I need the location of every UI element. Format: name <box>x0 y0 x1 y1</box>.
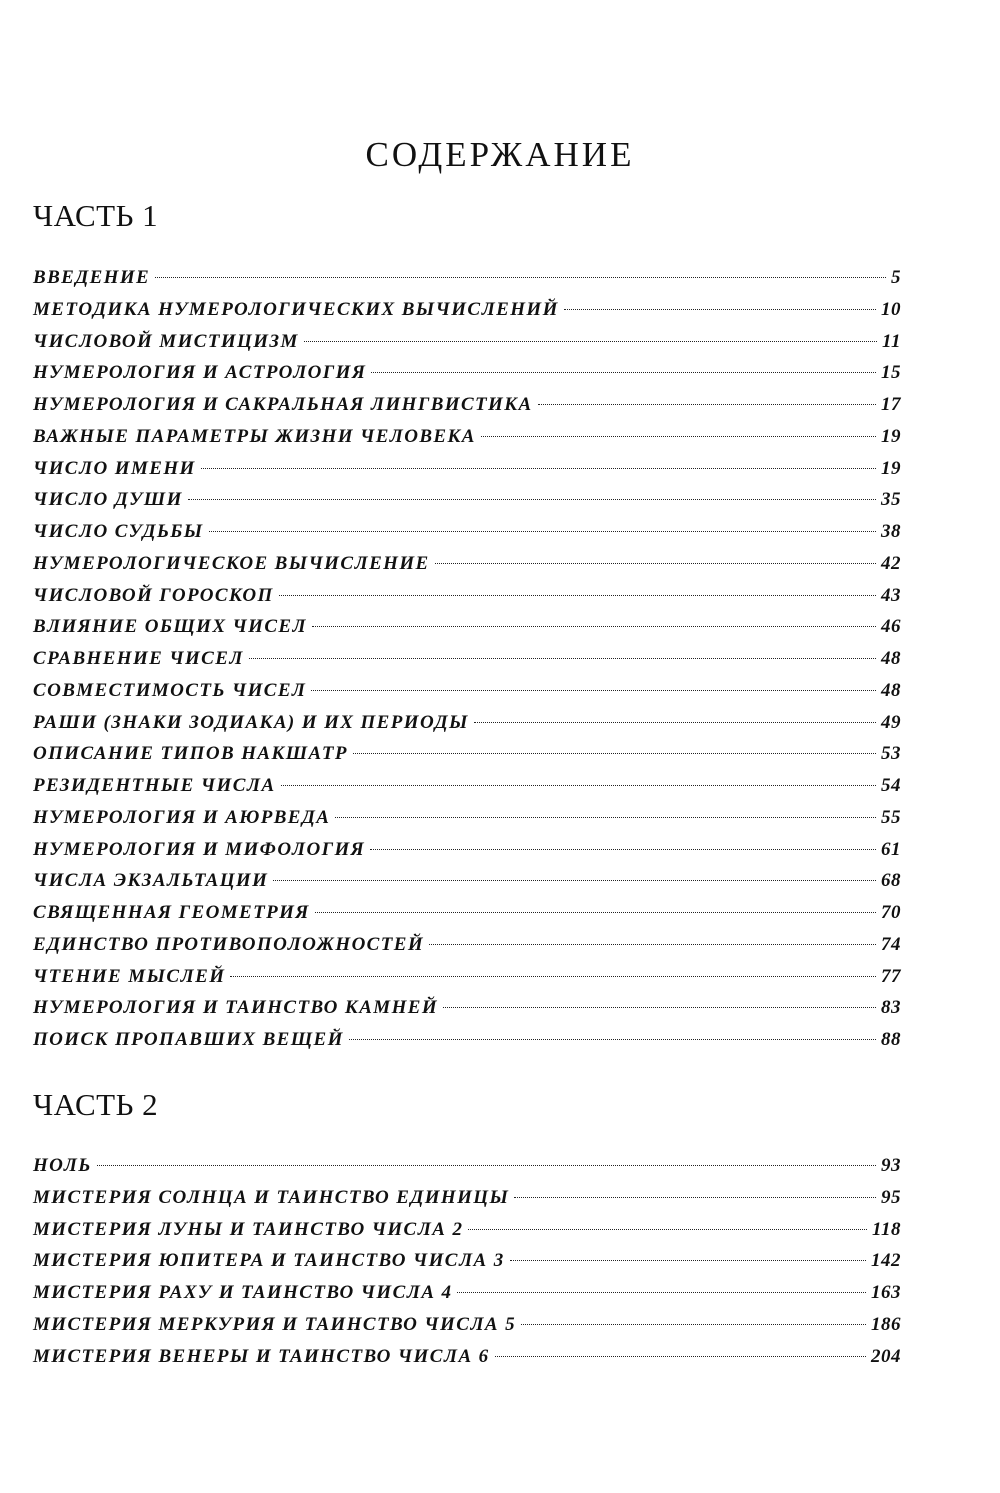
toc-entry-page-number: 83 <box>881 997 901 1019</box>
toc-entry-title: ЕДИНСТВО ПРОТИВОПОЛОЖНОСТЕЙ <box>33 933 425 955</box>
dot-leader <box>510 1260 866 1261</box>
toc-entry-page-number: 49 <box>881 711 901 733</box>
toc-entry-page-number: 68 <box>881 870 901 892</box>
part-2-toc <box>33 1150 901 1372</box>
toc-entry[interactable] <box>33 802 901 834</box>
toc-entry-page-number: 142 <box>871 1250 901 1272</box>
toc-entry-title: ВЛИЯНИЕ ОБЩИХ ЧИСЕЛ <box>33 616 307 638</box>
dot-leader <box>273 880 876 881</box>
toc-entry-page-number: 42 <box>881 552 901 574</box>
toc-entry-page-number: 74 <box>881 933 901 955</box>
toc-entry-page-number: 88 <box>881 1029 901 1050</box>
toc-entry[interactable] <box>33 1245 901 1277</box>
dot-leader <box>249 658 876 659</box>
dot-leader <box>335 817 876 818</box>
toc-entry-title: НОЛЬ <box>33 1155 92 1176</box>
toc-entry[interactable] <box>33 897 901 929</box>
dot-leader <box>371 372 876 373</box>
toc-entry[interactable] <box>33 675 901 707</box>
toc-entry-page-number: 204 <box>871 1345 901 1367</box>
toc-entry-title: МИСТЕРИЯ СОЛНЦА И ТАИНСТВО ЕДИНИЦЫ <box>33 1186 510 1208</box>
toc-entry[interactable] <box>33 421 901 453</box>
toc-entry[interactable] <box>33 770 901 802</box>
toc-entry[interactable] <box>33 294 901 326</box>
toc-entry-title: ЧИСЛА ЭКЗАЛЬТАЦИИ <box>33 870 269 892</box>
toc-entry-title: НУМЕРОЛОГИЧЕСКОЕ ВЫЧИСЛЕНИЕ <box>33 552 430 574</box>
dot-leader <box>304 341 877 342</box>
toc-entry[interactable] <box>33 453 901 485</box>
toc-entry-title: ЧИСЛО ДУШИ <box>33 489 183 511</box>
toc-entry[interactable] <box>33 326 901 358</box>
toc-entry[interactable] <box>33 580 901 612</box>
toc-entry-page-number: 43 <box>881 584 901 606</box>
toc-entry[interactable] <box>33 1309 901 1341</box>
toc-entry-page-number: 61 <box>881 838 901 860</box>
toc-entry-page-number: 186 <box>871 1313 901 1335</box>
dot-leader <box>370 849 876 850</box>
toc-entry[interactable] <box>33 262 901 294</box>
dot-leader <box>230 976 876 977</box>
toc-entry-title: СРАВНЕНИЕ ЧИСЕЛ <box>33 648 244 669</box>
toc-entry[interactable] <box>33 611 901 643</box>
dot-leader <box>429 944 876 945</box>
toc-entry-page-number: 48 <box>881 648 901 669</box>
toc-entry-title: НУМЕРОЛОГИЯ И АЮРВЕДА <box>33 806 331 828</box>
toc-entry[interactable] <box>33 548 901 580</box>
toc-entry[interactable] <box>33 516 901 548</box>
dot-leader <box>97 1165 876 1166</box>
dot-leader <box>279 595 876 596</box>
dot-leader <box>514 1197 876 1198</box>
dot-leader <box>468 1229 867 1230</box>
toc-entry-title: ОПИСАНИЕ ТИПОВ НАКШАТР <box>33 743 348 765</box>
toc-entry-title: ПОИСК ПРОПАВШИХ ВЕЩЕЙ <box>33 1029 344 1050</box>
toc-entry-page-number: 17 <box>881 394 901 415</box>
toc-entry-page-number: 118 <box>872 1218 901 1240</box>
toc-entry-page-number: 70 <box>881 902 901 923</box>
toc-entry-page-number: 95 <box>881 1186 901 1208</box>
toc-entry-title: МЕТОДИКА НУМЕРОЛОГИЧЕСКИХ ВЫЧИСЛЕНИЙ <box>33 298 559 320</box>
toc-entry[interactable] <box>33 1024 901 1056</box>
toc-entry-title: ЧТЕНИЕ МЫСЛЕЙ <box>33 965 226 987</box>
toc-entry-title: МИСТЕРИЯ ЛУНЫ И ТАИНСТВО ЧИСЛА 2 <box>33 1218 464 1240</box>
toc-entry[interactable] <box>33 1182 901 1214</box>
toc-entry-title: МИСТЕРИЯ ВЕНЕРЫ И ТАИНСТВО ЧИСЛА 6 <box>33 1345 490 1367</box>
dot-leader <box>435 563 876 564</box>
dot-leader <box>495 1356 866 1357</box>
toc-entry-title: РАШИ (ЗНАКИ ЗОДИАКА) И ИХ ПЕРИОДЫ <box>33 711 469 733</box>
toc-entry-title: МИСТЕРИЯ РАХУ И ТАИНСТВО ЧИСЛА 4 <box>33 1282 453 1303</box>
toc-entry[interactable] <box>33 961 901 993</box>
toc-entry[interactable] <box>33 992 901 1024</box>
toc-entry[interactable] <box>33 1341 901 1373</box>
dot-leader <box>443 1007 876 1008</box>
toc-entry-page-number: 11 <box>882 330 901 352</box>
toc-entry-page-number: 77 <box>881 965 901 987</box>
dot-leader <box>564 309 876 310</box>
toc-entry-page-number: 55 <box>881 806 901 828</box>
dot-leader <box>201 468 876 469</box>
toc-entry-page-number: 5 <box>891 267 901 288</box>
toc-entry-page-number: 35 <box>881 489 901 511</box>
dot-leader <box>474 722 876 723</box>
part-2-heading: ЧАСТЬ 2 <box>33 1087 159 1122</box>
toc-entry-page-number: 163 <box>871 1282 901 1303</box>
dot-leader <box>538 404 876 405</box>
toc-entry[interactable] <box>33 707 901 739</box>
toc-entry-title: НУМЕРОЛОГИЯ И АСТРОЛОГИЯ <box>33 362 367 384</box>
toc-entry-title: ЧИСЛО СУДЬБЫ <box>33 521 204 542</box>
part-1-toc <box>33 262 901 1056</box>
toc-entry-page-number: 48 <box>881 679 901 701</box>
toc-entry-page-number: 10 <box>881 298 901 320</box>
toc-entry-title: НУМЕРОЛОГИЯ И МИФОЛОГИЯ <box>33 838 366 860</box>
toc-entry-page-number: 54 <box>881 775 901 796</box>
toc-entry-title: СОВМЕСТИМОСТЬ ЧИСЕЛ <box>33 679 307 701</box>
toc-entry[interactable] <box>33 389 901 421</box>
toc-entry-page-number: 38 <box>881 521 901 542</box>
toc-entry-title: РЕЗИДЕНТНЫЕ ЧИСЛА <box>33 775 276 796</box>
dot-leader <box>311 690 876 691</box>
toc-entry-page-number: 19 <box>881 457 901 479</box>
toc-entry-title: МИСТЕРИЯ ЮПИТЕРА И ТАИНСТВО ЧИСЛА 3 <box>33 1250 505 1272</box>
toc-entry[interactable] <box>33 1214 901 1246</box>
toc-entry-page-number: 46 <box>881 616 901 638</box>
toc-entry[interactable] <box>33 865 901 897</box>
toc-entry[interactable] <box>33 357 901 389</box>
toc-entry-page-number: 19 <box>881 425 901 447</box>
part-1-heading: ЧАСТЬ 1 <box>33 198 159 233</box>
toc-entry-page-number: 53 <box>881 743 901 765</box>
dot-leader <box>209 531 876 532</box>
dot-leader <box>521 1324 866 1325</box>
toc-entry[interactable] <box>33 484 901 516</box>
dot-leader <box>481 436 876 437</box>
dot-leader <box>188 499 876 500</box>
toc-entry[interactable] <box>33 1277 901 1309</box>
dot-leader <box>457 1292 866 1293</box>
page-title: СОДЕРЖАНИЕ <box>365 135 635 175</box>
toc-entry[interactable] <box>33 929 901 961</box>
toc-entry-title: НУМЕРОЛОГИЯ И ТАИНСТВО КАМНЕЙ <box>33 997 439 1019</box>
toc-entry-title: ЧИСЛОВОЙ ГОРОСКОП <box>33 584 274 606</box>
toc-entry-title: НУМЕРОЛОГИЯ И САКРАЛЬНАЯ ЛИНГВИСТИКА <box>33 394 533 415</box>
toc-entry[interactable] <box>33 834 901 866</box>
dot-leader <box>312 626 876 627</box>
toc-entry-title: ВАЖНЫЕ ПАРАМЕТРЫ ЖИЗНИ ЧЕЛОВЕКА <box>33 425 476 447</box>
toc-entry-title: МИСТЕРИЯ МЕРКУРИЯ И ТАИНСТВО ЧИСЛА 5 <box>33 1313 517 1335</box>
dot-leader <box>155 277 886 278</box>
toc-entry-title: СВЯЩЕННАЯ ГЕОМЕТРИЯ <box>33 902 310 923</box>
toc-entry-title: ЧИСЛОВОЙ МИСТИЦИЗМ <box>33 330 299 352</box>
dot-leader <box>281 785 876 786</box>
toc-entry-title: ВВЕДЕНИЕ <box>33 267 151 288</box>
toc-entry[interactable] <box>33 738 901 770</box>
toc-entry-page-number: 15 <box>881 362 901 384</box>
dot-leader <box>349 1039 876 1040</box>
toc-entry-page-number: 93 <box>881 1155 901 1176</box>
dot-leader <box>353 753 876 754</box>
toc-entry-title: ЧИСЛО ИМЕНИ <box>33 457 196 479</box>
dot-leader <box>315 912 876 913</box>
toc-entry[interactable] <box>33 1150 901 1182</box>
toc-entry[interactable] <box>33 643 901 675</box>
